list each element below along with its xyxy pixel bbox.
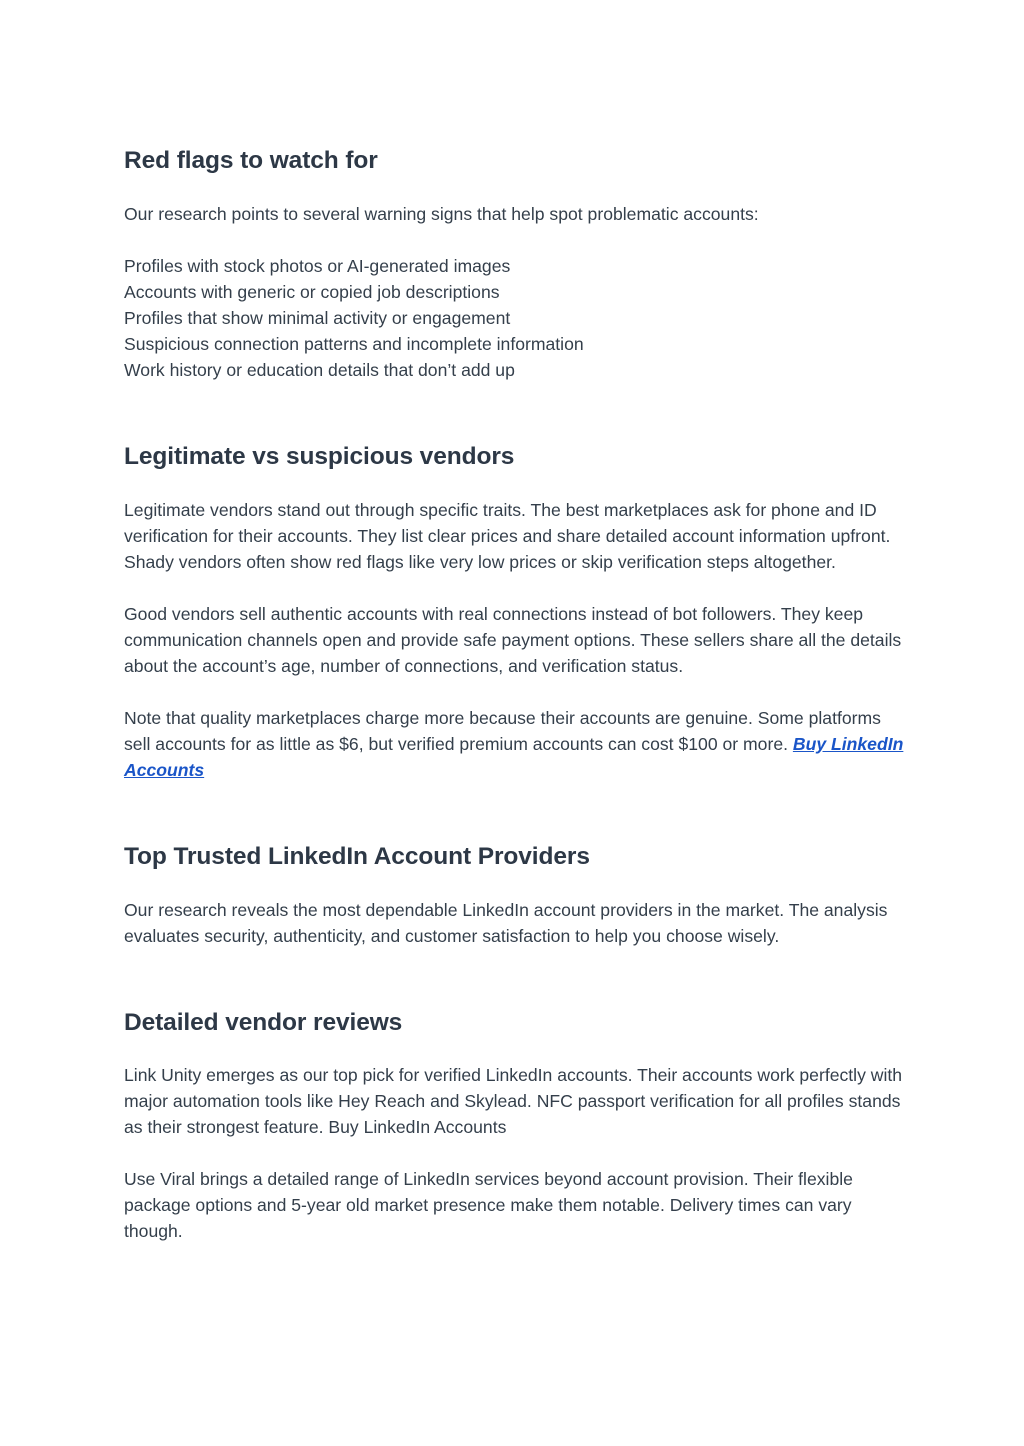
red-flags-list — [124, 253, 904, 383]
list-item: Profiles that show minimal activity or engagement — [124, 307, 511, 328]
providers-paragraph-1: Our research reveals the most dependable LinkedIn account providers in the market. The analysis evaluates security, authenticity, and customer satisfaction to help you choose wisely. — [124, 899, 888, 946]
heading-detailed-vendor-reviews: Detailed vendor reviews — [124, 1008, 403, 1036]
list-item: Accounts with generic or copied job descriptions — [124, 281, 500, 302]
heading-top-trusted-providers: Top Trusted LinkedIn Account Providers — [124, 842, 590, 870]
vendors-paragraph-2: Good vendors sell authentic accounts with real connections instead of bot followers. They keep communication channels open and provide safe payment options. These sellers share all the details about the account’s age, number of connections, and verification status. — [124, 603, 902, 676]
heading-red-flags: Red flags to watch for — [124, 147, 378, 174]
buy-linkedin-accounts-link[interactable]: Buy LinkedIn Accounts — [124, 733, 904, 780]
vendors-paragraph-3 — [124, 705, 904, 783]
list-item: Work history or education details that don’t add up — [124, 359, 515, 380]
list-item: Profiles with stock photos or AI-generated images — [124, 255, 511, 276]
reviews-paragraph-1: Link Unity emerges as our top pick for verified LinkedIn accounts. Their accounts work perfectly with major automation tools like Hey Reach and Skylead. NFC passport verification for all profiles stands as their strongest feature. Buy LinkedIn Accounts — [124, 1065, 903, 1138]
red-flags-intro: Our research points to several warning signs that help spot problematic accounts: — [124, 203, 759, 224]
list-item: Suspicious connection patterns and incomplete information — [124, 333, 584, 354]
vendors-paragraph-3-text: Note that quality marketplaces charge more because their accounts are genuine. Some platforms sell accounts for as little as $6, but verified premium accounts can cost $100 or more. — [124, 707, 881, 754]
document-page — [124, 145, 904, 1244]
heading-legitimate-vs-suspicious: Legitimate vs suspicious vendors — [124, 442, 515, 470]
reviews-paragraph-2: Use Viral brings a detailed range of LinkedIn services beyond account provision. Their flexible package options and 5-year old market presence make them notable. Delivery times can vary though. — [124, 1169, 853, 1242]
vendors-paragraph-1: Legitimate vendors stand out through specific traits. The best marketplaces ask for phone and ID verification for their accounts. They list clear prices and share detailed account information upfront. Shady vendors often show red flags like very low prices or skip verification steps altogether. — [124, 499, 891, 572]
